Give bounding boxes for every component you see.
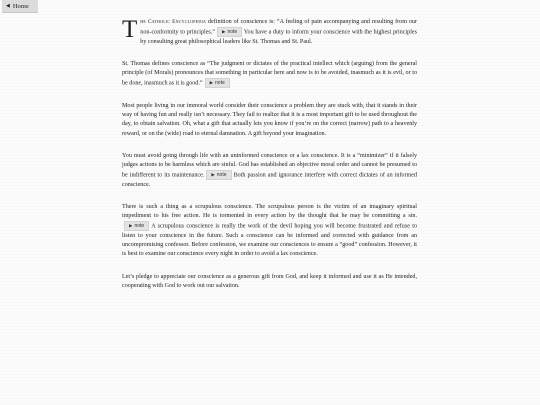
note-label: note [134,223,145,230]
note-button[interactable] [206,170,231,180]
paragraph-text: There is such a thing as a scrupulous conscience. The scrupulous person is the victim of an imaginary spiritual impediment to his free action. He is tormented in every action by the thought that he may be committing a sin. [122,204,417,220]
paragraph-text: You have a duty to inform your conscience with the highest principles by consulting great philosophical leaders like St. Thomas and St. Paul. [140,29,417,45]
note-button[interactable] [217,27,242,37]
paragraph-text: definition of conscience is: “A feeling of pain accompanying and resulting from our non-conformity to principles.” [140,19,417,36]
paragraph-3 [122,102,417,139]
triangle-right-icon: ▶ [209,80,214,86]
drop-cap: T [122,16,138,43]
note-button[interactable] [205,78,230,88]
article-body [122,18,417,304]
home-button[interactable] [2,0,38,13]
paragraph-1 [122,18,417,47]
paragraph-2 [122,60,417,89]
paragraph-text: Both passion and ignorance interfere with correct dictates of an informed conscience. [122,172,418,188]
paragraph-text: Let’s pledge to appreciate our conscience as a generous gift from God, and keep it informed and use it as He intended, cooperating with God to work out our salvation. [122,273,417,289]
lead-in-small-caps: he Catholic Encyclopedia [140,19,207,25]
triangle-right-icon: ▶ [222,29,226,35]
note-button[interactable] [124,221,149,231]
home-label: Home [12,2,29,10]
paragraph-text: St. Thomas defines conscience as “The judgment or dictates of the practical intellect which (arguing) from the general principle (of Morals) pronounces that something in particular here and now is to be avoided, inasmuch as it is evil, or to be done, inasmuch as it is good.” [122,61,417,87]
note-label: note [227,29,238,36]
paragraph-4 [122,152,417,190]
paragraph-6 [122,273,417,291]
paragraph-text: Most people living in our immoral world consider their conscience a problem they are stuck with, that it stands in their way of having fun and really isn’t necessary. They fail to realize that it is a most important gift to be used throughout the day, to obtain salvation. Oh, what a gift that actually lets you know if you’re on the correct (narrow) path to a heavenly reward, or on the (wide) road to eternal damnation. A gift beyond your imagination. [122,103,417,137]
triangle-left-icon: ◀ [6,3,10,9]
paragraph-5 [122,203,417,260]
triangle-right-icon: ▶ [211,172,215,178]
paragraph-text: A scrupulous conscience is really the work of the devil hoping you will become frustrated and refuse to listen to your conscience in the future. Such a conscience can be informed and corrected with guidance from an uncompromising confessor. Before confession, we examine our consciences to ensure a “good” confession. However, it is best to examine our conscience every night in order to avoid a lax conscience. [122,223,417,258]
paragraph-text: You must avoid going through life with an uninformed conscience or a lax conscience. It is a “minimizer” if it falsely judges actions to be harmless which are sinful. God has established an objective moral order and cannot be presumed to be indifferent to its maintenance. [122,152,417,179]
note-label: note [215,80,225,87]
note-label: note [216,172,227,179]
triangle-right-icon: ▶ [129,223,133,229]
